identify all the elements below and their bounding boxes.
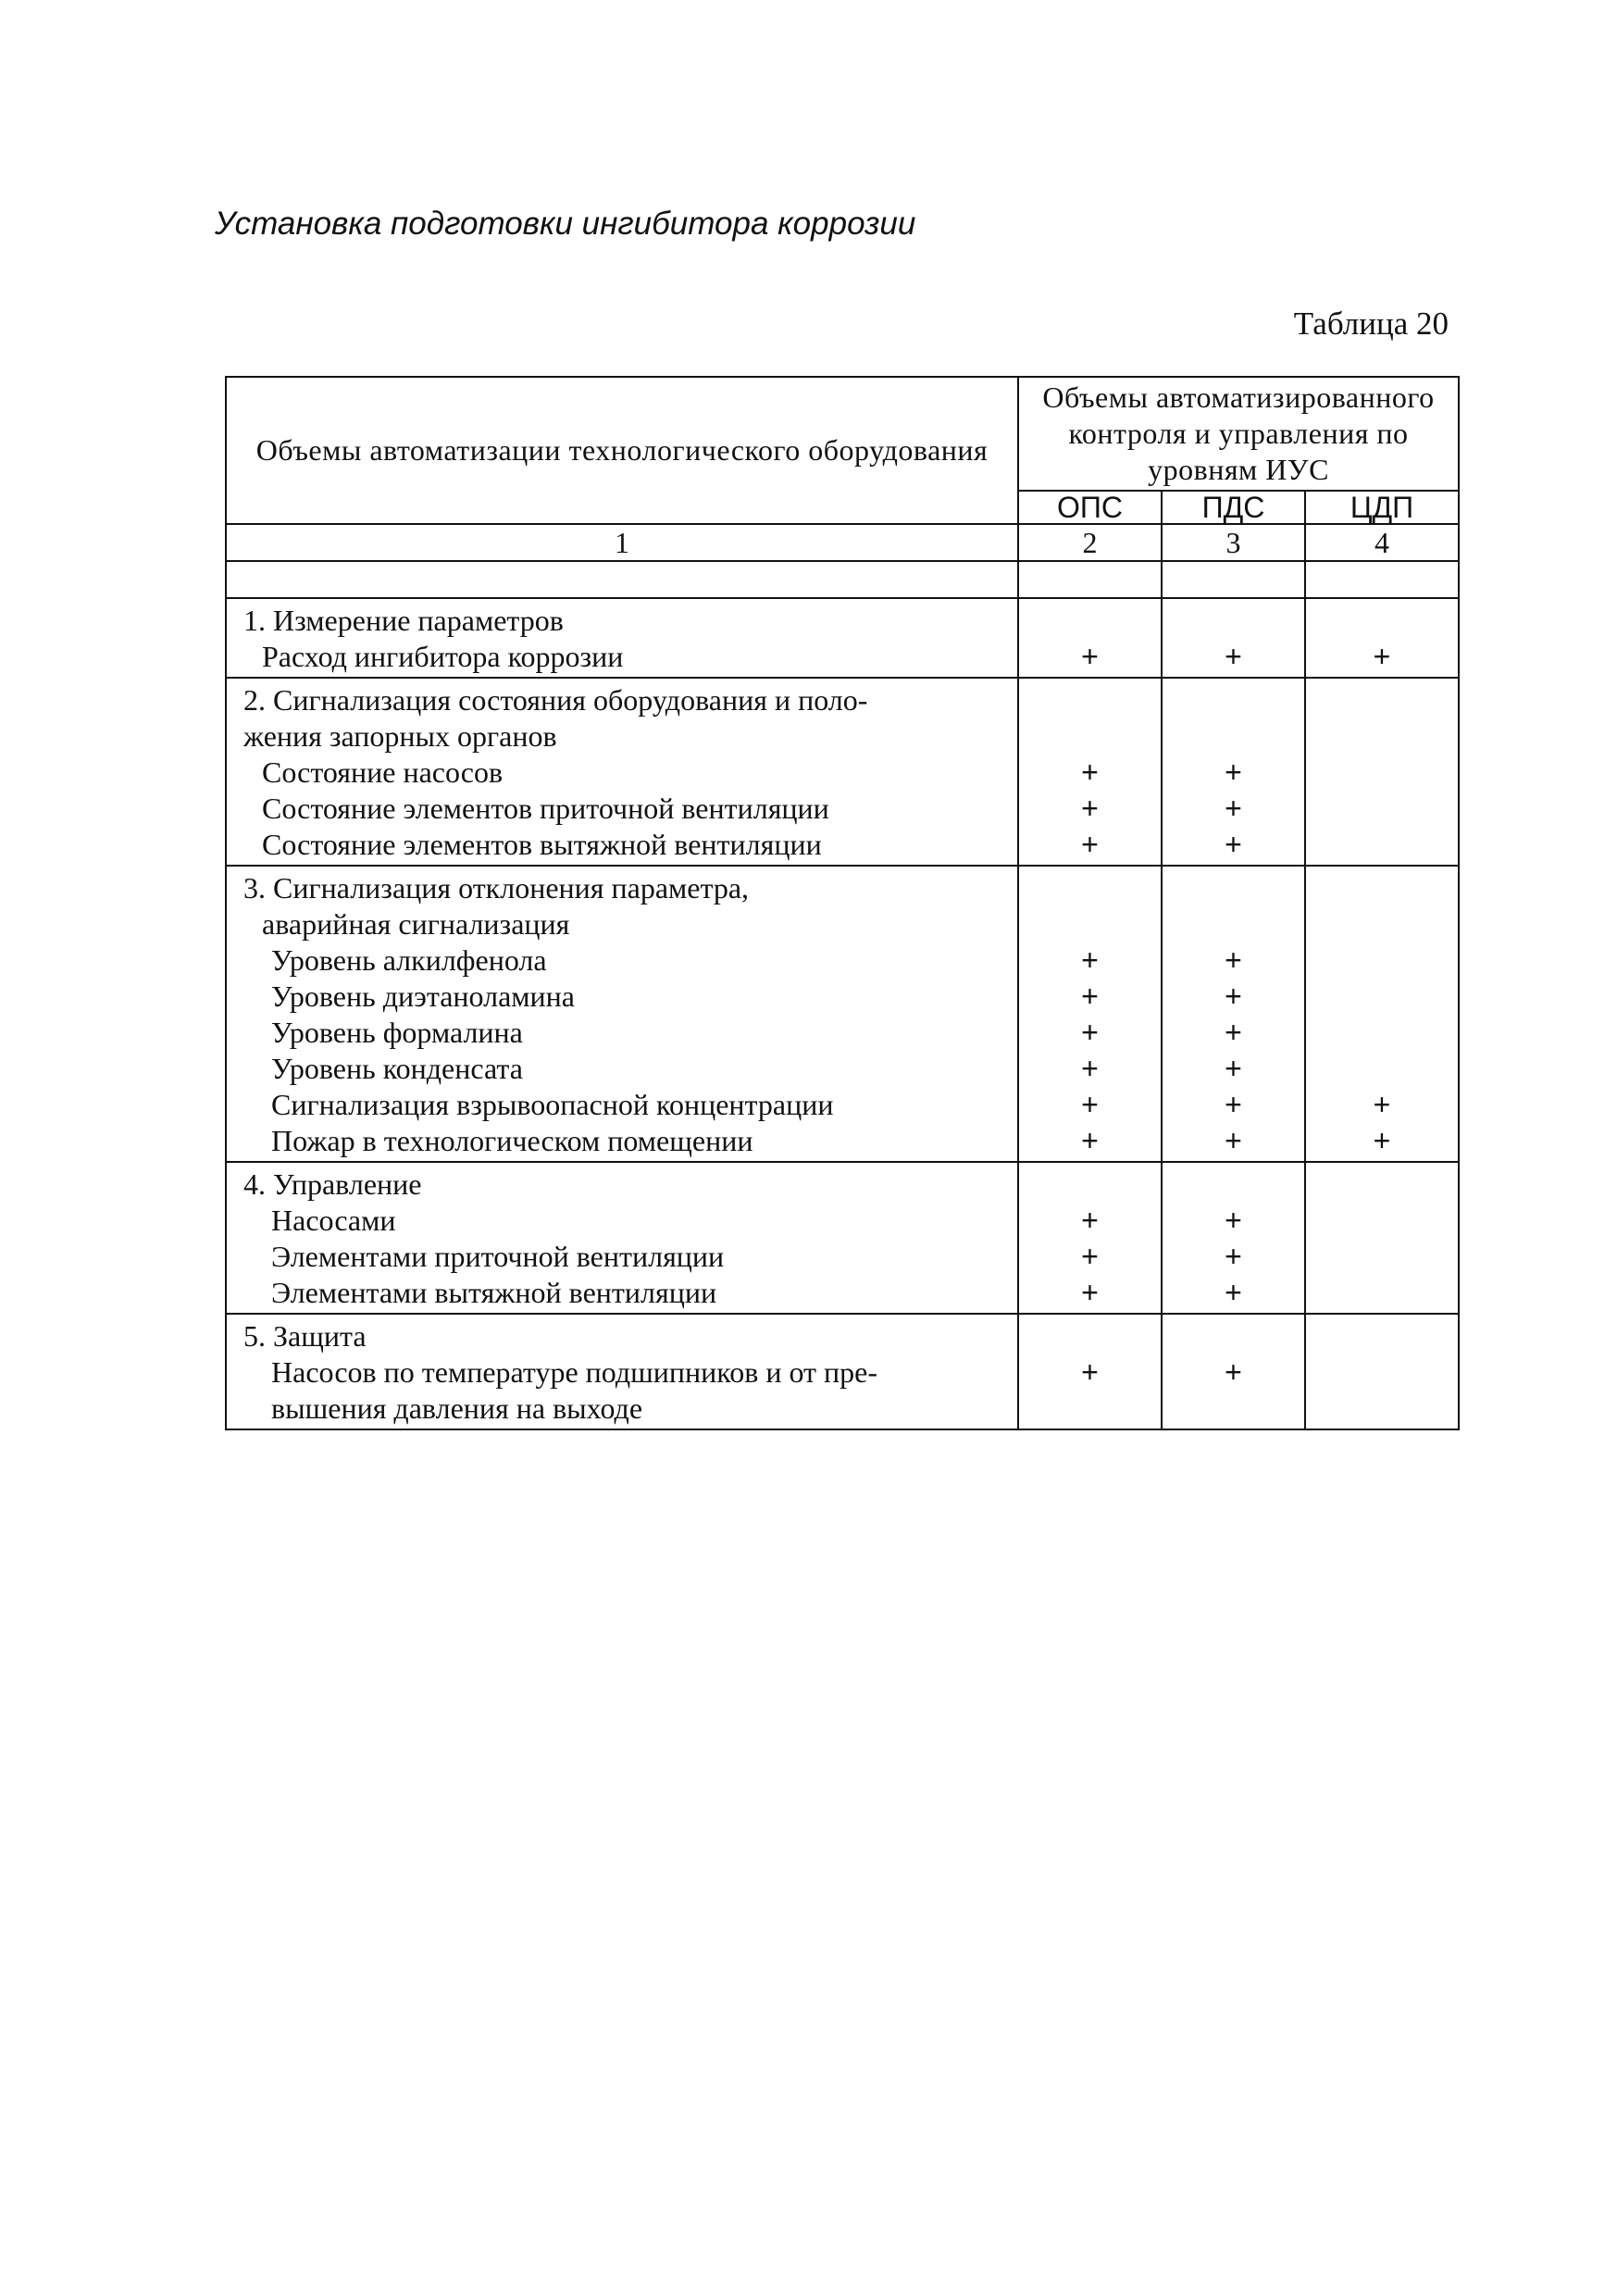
mark: [1163, 718, 1304, 755]
mark: +: [1225, 792, 1242, 825]
mark: +: [1081, 640, 1099, 673]
mark: [1163, 906, 1304, 942]
section-item: Сигнализация взрывоопасной концентрации: [271, 1088, 834, 1121]
section-text: [226, 1162, 1018, 1314]
mark: [1163, 1318, 1304, 1354]
ops-marks: [1018, 1314, 1162, 1429]
cdp-marks: [1305, 1162, 1459, 1314]
empty-cell: [226, 561, 1018, 598]
pds-marks: [1162, 1314, 1305, 1429]
section-item: Насосов по температуре подшипников и от пре-: [271, 1355, 877, 1389]
section-heading-cont: жения запорных органов: [243, 719, 557, 753]
mark: +: [1081, 828, 1099, 861]
section-item: Уровень формалина: [271, 1016, 523, 1049]
ops-marks: [1018, 866, 1162, 1162]
section-heading: 1. Измерение параметров: [243, 604, 564, 637]
mark: [1163, 1391, 1304, 1427]
mark: +: [1373, 640, 1391, 673]
mark: +: [1225, 1052, 1242, 1085]
section-heading: 2. Сигнализация состояния оборудования и поло-: [243, 683, 868, 717]
section-item: Насосами: [271, 1204, 396, 1237]
section-text: [226, 866, 1018, 1162]
mark: [1306, 791, 1458, 827]
section-text: [226, 678, 1018, 866]
pds-marks: [1162, 866, 1305, 1162]
cdp-marks: [1305, 598, 1459, 678]
empty-cell: [1305, 561, 1459, 598]
mark: +: [1081, 980, 1099, 1013]
mark: [1163, 603, 1304, 639]
section-item: Состояние элементов вытяжной вентиляции: [262, 828, 822, 861]
mark: [1019, 682, 1161, 718]
section-item-cont: вышения давления на выходе: [271, 1391, 643, 1425]
mark: +: [1081, 1016, 1099, 1049]
pds-marks: [1162, 678, 1305, 866]
mark: +: [1225, 1088, 1242, 1121]
mark: +: [1081, 1088, 1099, 1121]
mark: [1019, 603, 1161, 639]
ops-marks: [1018, 678, 1162, 866]
table-section-measurement: [226, 598, 1459, 678]
mark: +: [1225, 1204, 1242, 1237]
document-title: Установка подготовки ингибитора коррозии: [215, 206, 916, 242]
mark: +: [1081, 792, 1099, 825]
mark: [1306, 1051, 1458, 1087]
header-equipment-scope: Объемы автоматизации технологического оборудования: [226, 377, 1018, 524]
empty-cell: [1018, 561, 1162, 598]
section-heading: 3. Сигнализация отклонения параметра,: [243, 871, 750, 905]
mark: [1306, 1167, 1458, 1203]
column-number: 2: [1018, 524, 1162, 561]
mark: [1306, 1318, 1458, 1354]
cdp-marks: [1305, 1314, 1459, 1429]
cdp-marks: [1305, 866, 1459, 1162]
mark: +: [1081, 943, 1099, 977]
mark: [1019, 1391, 1161, 1427]
mark: [1163, 682, 1304, 718]
mark: [1306, 755, 1458, 791]
mark: [1306, 979, 1458, 1015]
table-section-control: [226, 1162, 1459, 1314]
mark: +: [1225, 640, 1242, 673]
pds-marks: [1162, 1162, 1305, 1314]
mark: [1306, 1015, 1458, 1051]
mark: +: [1225, 980, 1242, 1013]
column-number: 1: [226, 524, 1018, 561]
header-level-cdp: ЦДП: [1305, 491, 1459, 524]
mark: [1163, 870, 1304, 906]
mark: +: [1225, 1240, 1242, 1273]
mark: +: [1081, 1355, 1099, 1389]
mark: [1019, 870, 1161, 906]
mark: [1306, 827, 1458, 863]
mark: [1306, 682, 1458, 718]
mark: [1163, 1167, 1304, 1203]
automation-table: [225, 376, 1460, 1430]
column-number: 3: [1162, 524, 1305, 561]
mark: +: [1225, 755, 1242, 789]
mark: +: [1081, 1276, 1099, 1309]
section-item: Уровень диэтаноламина: [271, 980, 575, 1013]
mark: [1306, 906, 1458, 942]
ops-marks: [1018, 1162, 1162, 1314]
empty-cell: [1162, 561, 1305, 598]
column-number: 4: [1305, 524, 1459, 561]
mark: +: [1081, 1240, 1099, 1273]
mark: [1306, 1391, 1458, 1427]
mark: +: [1225, 828, 1242, 861]
section-item: Расход ингибитора коррозии: [262, 640, 624, 673]
header-level-pds: ПДС: [1162, 491, 1305, 524]
mark: [1306, 1239, 1458, 1275]
mark: +: [1225, 1276, 1242, 1309]
section-item: Уровень конденсата: [271, 1052, 523, 1085]
section-text: [226, 598, 1018, 678]
mark: [1306, 942, 1458, 979]
mark: +: [1225, 1016, 1242, 1049]
cdp-marks: [1305, 678, 1459, 866]
mark: [1306, 1275, 1458, 1311]
pds-marks: [1162, 598, 1305, 678]
mark: +: [1373, 1124, 1391, 1157]
mark: [1019, 718, 1161, 755]
mark: +: [1225, 943, 1242, 977]
mark: +: [1081, 1124, 1099, 1157]
mark: [1306, 1203, 1458, 1239]
section-item: Состояние насосов: [262, 755, 504, 789]
mark: +: [1081, 1052, 1099, 1085]
table-number: Таблица 20: [1293, 306, 1449, 342]
section-heading-cont: аварийная сигнализация: [262, 907, 570, 941]
mark: +: [1373, 1088, 1391, 1121]
mark: +: [1081, 755, 1099, 789]
section-item: Пожар в технологическом помещении: [271, 1124, 753, 1157]
mark: [1019, 1318, 1161, 1354]
mark: +: [1225, 1355, 1242, 1389]
section-heading: 4. Управление: [243, 1167, 422, 1201]
spacer-row: [226, 561, 1459, 598]
mark: [1306, 603, 1458, 639]
ops-marks: [1018, 598, 1162, 678]
mark: [1019, 906, 1161, 942]
section-item: Элементами вытяжной вентиляции: [271, 1276, 717, 1309]
mark: [1306, 718, 1458, 755]
header-level-ops: ОПС: [1018, 491, 1162, 524]
mark: [1306, 870, 1458, 906]
mark: [1019, 1167, 1161, 1203]
section-item: Элементами приточной вентиляции: [271, 1240, 725, 1273]
mark: [1306, 1354, 1458, 1391]
header-control-levels: Объемы автоматизированного контроля и управления по уровням ИУС: [1018, 377, 1459, 491]
section-heading: 5. Защита: [243, 1319, 367, 1353]
mark: +: [1225, 1124, 1242, 1157]
mark: +: [1081, 1204, 1099, 1237]
section-item: Состояние элементов приточной вентиляции: [262, 792, 829, 825]
table-section-state-signaling: [226, 678, 1459, 866]
section-item: Уровень алкилфенола: [271, 943, 547, 977]
table-section-protection: [226, 1314, 1459, 1429]
table-section-alarm-signaling: [226, 866, 1459, 1162]
section-text: [226, 1314, 1018, 1429]
